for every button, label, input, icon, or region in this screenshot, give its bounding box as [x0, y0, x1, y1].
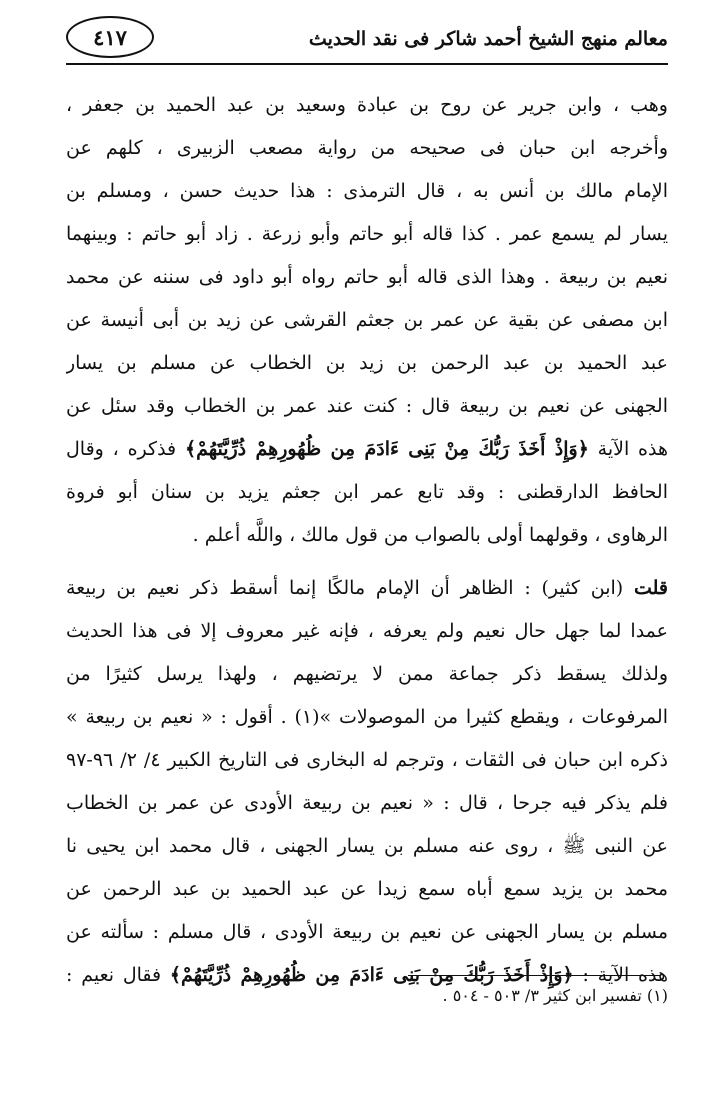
- text-line-with-lead: [66, 567, 668, 610]
- text-line: نعيم بن ربيعة . وهذا الذى قاله أبو حاتم رواه أبو داود فى سننه عن محمد: [66, 266, 668, 288]
- line-text: هذه الآية: [588, 438, 668, 460]
- text-line: الإمام مالك بن أنس به ، قال الترمذى : هذا حديث حسن ، ومسلم بن: [66, 180, 668, 202]
- quran-verse: ﴿وَإِذْ أَخَذَ رَبُّكَ مِنْ بَنِى ءَادَمَ مِن ظُهُورِهِمْ ذُرِّيَّتَهُمْ﴾: [169, 964, 574, 986]
- text-line: عمدا لما جهل حال نعيم ولم يعرفه ، فإنه غير معروف إلا فى هذا الحديث: [66, 620, 668, 642]
- text-line: يسار لم يسمع عمر . كذا قاله أبو حاتم وأبو زرعة . زاد أبو حاتم : وبينهما: [66, 223, 668, 245]
- line-text: فذكره ، وقال: [66, 438, 185, 460]
- running-title: معالم منهج الشيخ أحمد شاكر فى نقد الحديث: [308, 28, 668, 50]
- main-text: [66, 84, 668, 997]
- text-line: وأخرجه ابن حبان فى صحيحه من رواية مصعب الزبيرى ، كلهم عن: [66, 137, 668, 159]
- text-line: مسلم بن يسار الجهنى عن نعيم بن ربيعة الأودى ، قال مسلم : سألته عن: [66, 921, 668, 943]
- quran-verse: ﴿وَإِذْ أَخَذَ رَبُّكَ مِنْ بَنِى ءَادَمَ مِن ظُهُورِهِمْ ذُرِّيَّتَهُمْ﴾: [184, 438, 589, 460]
- text-line: الرهاوى ، وقولهما أولى بالصواب من قول مالك ، واللَّه أعلم .: [192, 524, 668, 546]
- text-line: محمد بن يزيد سمع أباه سمع زيدا عن عبد الحميد بن عبد الرحمن عن: [66, 878, 668, 900]
- line-text: هذه الآية :: [573, 964, 668, 986]
- header-divider: [66, 63, 668, 65]
- text-line: عن النبى ﷺ ، روى عنه مسلم بن يسار الجهنى ، قال محمد ابن يحيى نا: [66, 835, 668, 857]
- text-line: المرفوعات ، ويقطع كثيرا من الموصولات »(١) . أقول : « نعيم بن ربيعة »: [66, 706, 668, 728]
- footnote-divider: [408, 975, 660, 976]
- text-line: الحافظ الدارقطنى : وقد تابع عمر ابن جعثم يزيد بن سنان أبو فروة: [66, 481, 668, 503]
- text-line: عبد الحميد بن عبد الرحمن بن زيد بن الخطاب عن مسلم بن يسار: [66, 352, 668, 374]
- footnote: (١) تفسير ابن كثير ٣/ ٥٠٣ - ٥٠٤ .: [442, 986, 668, 1005]
- text-line: ابن مصفى عن بقية عن عمر بن جعثم القرشى عن زيد بن أبى أنيسة عن: [66, 309, 668, 331]
- paragraph-gap: [66, 557, 668, 567]
- text-line: وهب ، وابن جرير عن روح بن عبادة وسعيد بن عبد الحميد بن جعفر ،: [66, 94, 668, 116]
- text-line-with-verse: [66, 428, 668, 471]
- page-number: ٤١٧: [66, 16, 154, 58]
- page-header: [66, 14, 668, 62]
- text-line: فلم يذكر فيه جرحا ، قال : « نعيم بن ربيعة الأودى عن عمر بن الخطاب: [66, 792, 668, 814]
- lead-word: قلت: [633, 577, 668, 599]
- line-text: (ابن كثير) : الظاهر أن الإمام مالكًا إنما أسقط ذكر نعيم بن ربيعة: [66, 577, 634, 599]
- line-text: فقال نعيم :: [66, 964, 170, 986]
- text-line: ذكره ابن حبان فى الثقات ، وترجم له البخارى فى التاريخ الكبير ٤/ ٢/ ٩٦-٩٧: [66, 749, 668, 771]
- text-line: الجهنى عن نعيم بن ربيعة قال : كنت عند عمر بن الخطاب وقد سئل عن: [66, 395, 668, 417]
- text-line: ولذلك يسقط ذكر جماعة ممن لا يرتضيهم ، ولهذا يرسل كثيرًا من: [66, 663, 668, 685]
